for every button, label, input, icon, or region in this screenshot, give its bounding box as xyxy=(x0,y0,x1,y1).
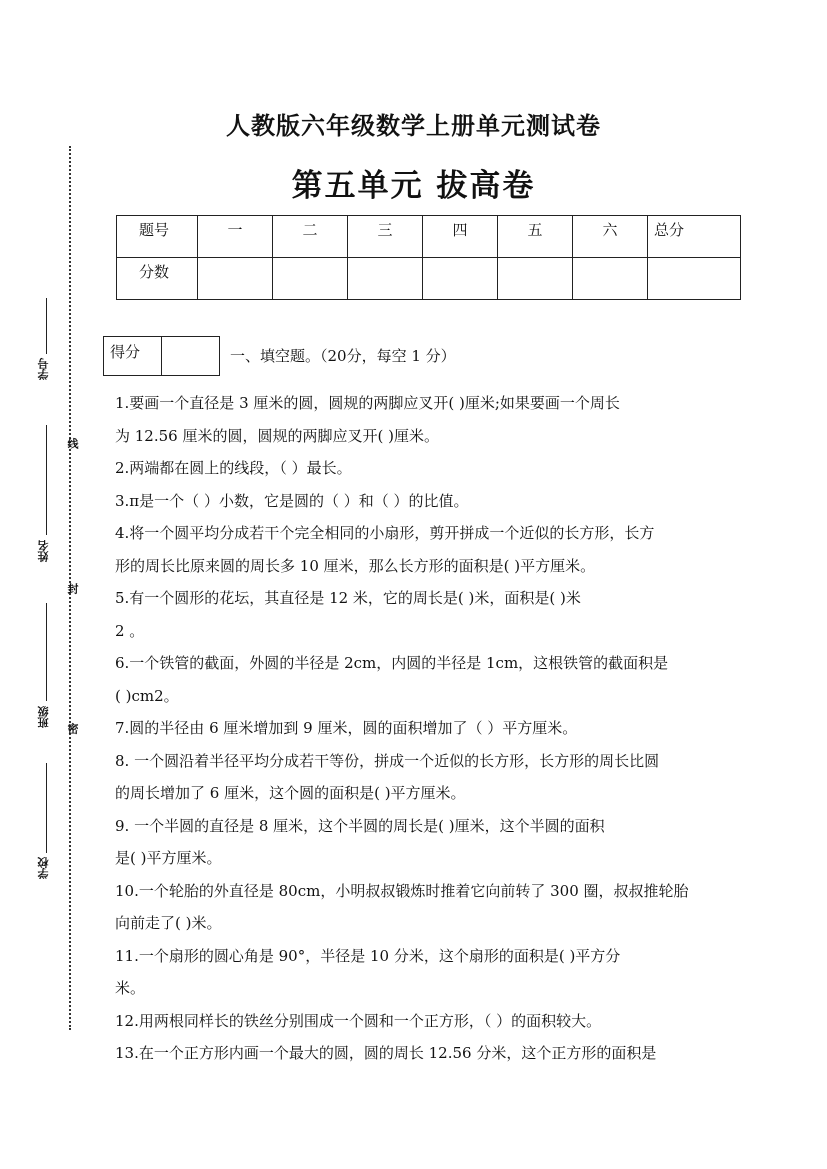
question-line: 5.有一个圆形的花坛，其直径是 12 米，它的周长是( )米，面积是( )米 xyxy=(115,589,581,607)
question-line: 的周长增加了 6 厘米，这个圆的面积是( )平方厘米。 xyxy=(115,784,466,802)
score-input-cell[interactable] xyxy=(198,258,273,300)
margin-blank-student-id xyxy=(46,298,47,354)
margin-label-name: 姓名 xyxy=(37,540,50,562)
section-score-label: 得分 xyxy=(104,337,162,376)
question-line: 9. 一个半圆的直径是 8 厘米，这个半圆的周长是( )厘米，这个半圆的面积 xyxy=(115,816,605,835)
question-line: 米。 xyxy=(115,979,146,997)
question-line: 形的周长比原来圆的周长多 10 厘米，那么长方形的面积是( )平方厘米。 xyxy=(115,556,596,575)
score-input-cell[interactable] xyxy=(423,258,498,300)
margin-blank-name xyxy=(46,425,47,535)
cut-mark-line: 线 xyxy=(66,438,79,449)
question-line: 向前走了( )米。 xyxy=(115,914,222,932)
score-table-header-row xyxy=(117,216,741,258)
score-cell: 四 xyxy=(423,216,498,258)
score-cell: 三 xyxy=(348,216,423,258)
question-line: 2.两端都在圆上的线段，（ ）最长。 xyxy=(115,459,352,477)
question-line: 11.一个扇形的圆心角是 90°，半径是 10 分米，这个扇形的面积是( )平方分 xyxy=(115,946,621,965)
question-line: 12.用两根同样长的铁丝分别围成一个圆和一个正方形，（ ）的面积较大。 xyxy=(115,1011,602,1030)
score-input-cell[interactable] xyxy=(273,258,348,300)
question-list xyxy=(115,387,735,1070)
margin-label-student-id: 学号 xyxy=(37,358,50,380)
question-line: 8. 一个圆沿着半径平均分成若干等份，拼成一个近似的长方形，长方形的周长比圆 xyxy=(115,751,660,770)
cut-mark-seal: 封 xyxy=(66,583,79,594)
margin-blank-class xyxy=(46,603,47,701)
score-table-score-row xyxy=(117,258,741,300)
score-cell: 二 xyxy=(273,216,348,258)
question-line: 2 。 xyxy=(115,621,145,640)
question-line: 10.一个轮胎的外直径是 80cm，小明叔叔锻炼时推着它向前转了 300 圈，叔叔推轮胎 xyxy=(115,881,689,900)
question-line: 为 12.56 厘米的圆，圆规的两脚应叉开( )厘米。 xyxy=(115,426,439,445)
cut-mark-secret: 密 xyxy=(66,723,79,734)
score-cell: 总分 xyxy=(648,216,741,258)
margin-label-class: 班级 xyxy=(37,706,50,728)
question-line: 6.一个铁管的截面，外圆的半径是 2cm，内圆的半径是 1cm，这根铁管的截面积是 xyxy=(115,654,669,672)
section-heading: 一、填空题。（20分，每空 1 分） xyxy=(230,347,456,365)
score-cell: 题号 xyxy=(117,216,198,258)
question-line: 4.将一个圆平均分成若干个完全相同的小扇形，剪开拼成一个近似的长方形，长方 xyxy=(115,524,655,542)
score-input-cell[interactable] xyxy=(648,258,741,300)
exam-title: 第五单元 拔高卷 xyxy=(291,168,536,204)
margin-blank-school xyxy=(46,763,47,853)
score-cell: 分数 xyxy=(117,258,198,300)
section-score-input[interactable] xyxy=(162,337,220,376)
score-input-cell[interactable] xyxy=(573,258,648,300)
score-table xyxy=(116,215,741,300)
question-line: 3.π是一个（ ）小数，它是圆的（ ）和（ ）的比值。 xyxy=(115,491,469,510)
score-input-cell[interactable] xyxy=(498,258,573,300)
question-line: 1.要画一个直径是 3 厘米的圆，圆规的两脚应叉开( )厘米;如果要画一个周长 xyxy=(115,394,620,412)
question-line: ( )cm2。 xyxy=(115,686,179,705)
score-cell: 六 xyxy=(573,216,648,258)
margin-label-school: 学校 xyxy=(37,857,50,879)
question-line: 是( )平方厘米。 xyxy=(115,849,222,867)
question-line: 7.圆的半径由 6 厘米增加到 9 厘米，圆的面积增加了（ ）平方厘米。 xyxy=(115,719,578,737)
exam-subtitle: 人教版六年级数学上册单元测试卷 xyxy=(226,111,601,140)
question-line: 13.在一个正方形内画一个最大的圆，圆的周长 12.56 分米，这个正方形的面积是 xyxy=(115,1044,657,1062)
score-cell: 一 xyxy=(198,216,273,258)
section-score-box xyxy=(103,336,220,376)
score-input-cell[interactable] xyxy=(348,258,423,300)
score-cell: 五 xyxy=(498,216,573,258)
